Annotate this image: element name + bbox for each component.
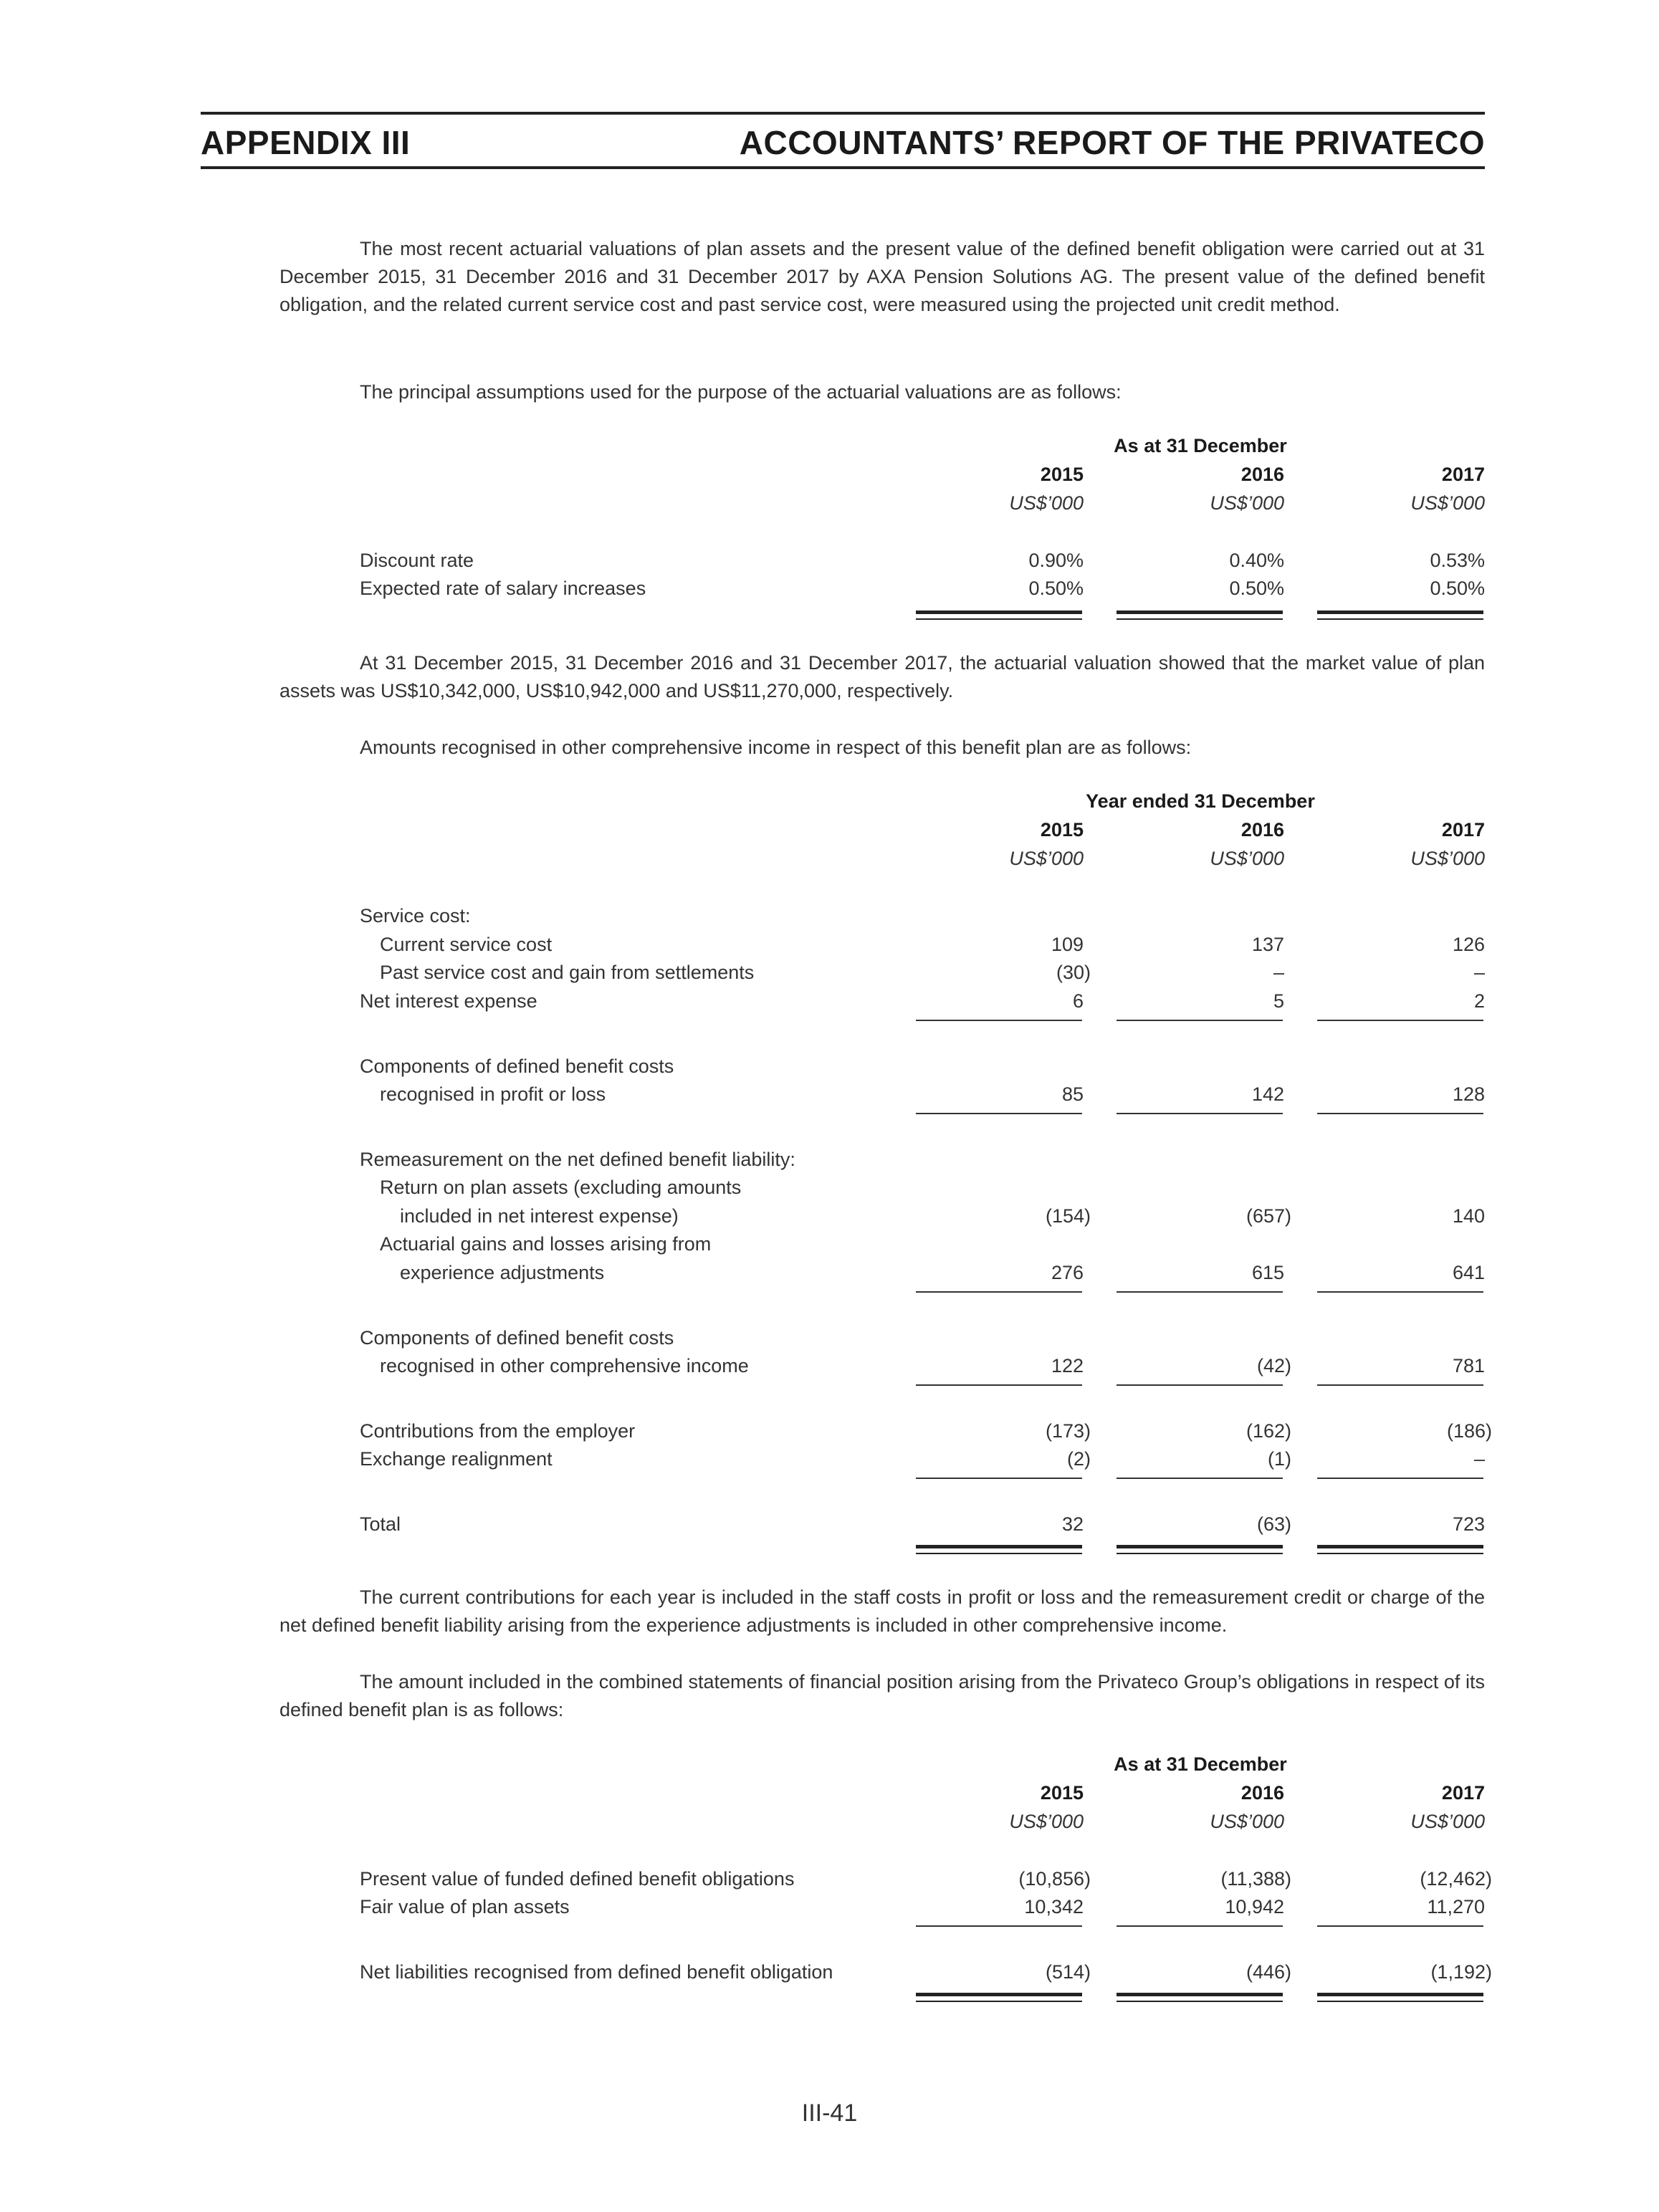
paragraph-text: The current contributions for each year is included in the staff costs in profit or loss and the remeasurement credit or charge of the net defined benefit liability arising from the experience adjustments is included in other comprehensive income. [279,1586,1485,1636]
cell-return-2016: (657) [1246,1205,1291,1227]
cell-present-value-2015: (10,856) [1018,1868,1091,1890]
components-oci-line2: recognised in other comprehensive income [380,1355,749,1376]
table2-group-header: Year ended 31 December [1086,790,1315,812]
double-rule [916,1993,1082,2002]
page-header [201,112,1485,169]
single-rule [1317,1291,1483,1293]
return-line1: Return on plan assets (excluding amounts [380,1177,742,1198]
components-pl-line1: Components of defined benefit costs [360,1055,674,1077]
cell-exchange-2016: (1) [1268,1448,1291,1470]
single-rule [1317,1925,1483,1927]
row-label-exchange: Exchange realignment [360,1448,553,1470]
single-rule [916,1020,1082,1021]
cell-actuarial-2016: 615 [1251,1262,1284,1283]
components-oci-line1: Components of defined benefit costs [360,1327,674,1349]
single-rule [1117,1384,1283,1386]
cell-actuarial-2015: 276 [1051,1262,1084,1283]
single-rule [916,1291,1082,1293]
paragraph-market-value [279,649,1485,705]
cell-discount-rate-2016: 0.40% [1229,550,1284,571]
service-cost-heading: Service cost: [360,905,471,927]
table3-unit: US$’000 [1210,1811,1284,1832]
double-rule [1317,1993,1483,2002]
single-rule [1117,1113,1283,1114]
table1-group-header: As at 31 December [1114,435,1287,456]
row-label-current-service-cost: Current service cost [380,934,553,955]
single-rule [1317,1113,1483,1114]
single-rule [1317,1020,1483,1021]
table1-year-2015: 2015 [1040,464,1084,485]
paragraph-text: The amount included in the combined statements of financial position arising from the Privateco Group’s obligations in respect of its defined benefit plan is as follows: [279,1671,1485,1720]
single-rule [1317,1478,1483,1479]
single-rule [916,1925,1082,1927]
table1-year-2016: 2016 [1240,464,1284,485]
double-rule [1117,1545,1283,1554]
cell-components-pl-2016: 142 [1251,1083,1284,1105]
row-label-net-liabilities: Net liabilities recognised from defined benefit obligation [360,1961,833,1983]
cell-return-2015: (154) [1045,1205,1091,1227]
cell-contributions-2017: (186) [1446,1420,1492,1442]
cell-exchange-2017: – [1473,1448,1485,1470]
cell-present-value-2016: (11,388) [1220,1868,1291,1890]
table2-year-2016: 2016 [1240,819,1284,841]
cell-fair-value-2015: 10,342 [1024,1896,1084,1917]
cell-net-interest-2016: 5 [1273,990,1284,1012]
double-rule [916,1545,1082,1554]
cell-current-service-2016: 137 [1251,934,1284,955]
cell-components-pl-2017: 128 [1452,1083,1485,1105]
cell-salary-2017: 0.50% [1430,578,1485,599]
row-label-contributions: Contributions from the employer [360,1420,636,1442]
single-rule [916,1113,1082,1114]
actuarial-line1: Actuarial gains and losses arising from [380,1233,712,1255]
paragraph-text: The most recent actuarial valuations of plan assets and the present value of the defined benefit obligation were carried out at 31 December 2015, 31 December 2016 and 31 December 2017 by AXA Pension Solutions AG. The present value of the defined benefit obligation, and the related current service cost and past service cost, were measured using the projected unit credit method. [279,238,1485,315]
double-rule [1317,1545,1483,1554]
cell-net-interest-2015: 6 [1072,990,1084,1012]
row-label-salary-increases: Expected rate of salary increases [360,578,646,599]
table1-unit: US$’000 [1009,492,1084,514]
cell-current-service-2017: 126 [1452,934,1485,955]
table3-year-2016: 2016 [1240,1782,1284,1804]
cell-net-liabilities-2016: (446) [1246,1961,1291,1983]
cell-past-service-2017: – [1473,962,1485,983]
cell-discount-rate-2015: 0.90% [1028,550,1084,571]
single-rule [1117,1478,1283,1479]
appendix-label: APPENDIX III [201,124,411,161]
single-rule [1117,1925,1283,1927]
cell-salary-2015: 0.50% [1028,578,1084,599]
report-title: ACCOUNTANTS’ REPORT OF THE PRIVATECO [739,124,1485,161]
paragraph-actuarial-valuations [279,235,1485,319]
table3-unit: US$’000 [1009,1811,1084,1832]
cell-current-service-2015: 109 [1051,934,1084,955]
cell-actuarial-2017: 641 [1452,1262,1485,1283]
cell-components-oci-2017: 781 [1452,1355,1485,1376]
cell-past-service-2015: (30) [1056,962,1091,983]
cell-components-oci-2015: 122 [1051,1355,1084,1376]
row-label-total: Total [360,1513,401,1535]
double-rule [1117,611,1283,620]
table2-unit: US$’000 [1009,848,1084,869]
return-line2: included in net interest expense) [400,1205,679,1227]
cell-total-2015: 32 [1061,1513,1084,1535]
cell-net-liabilities-2017: (1,192) [1430,1961,1492,1983]
paragraph-financial-position [279,1668,1485,1724]
cell-return-2017: 140 [1452,1205,1485,1227]
paragraph-current-contributions [279,1584,1485,1639]
double-rule [916,611,1082,620]
table1-year-2017: 2017 [1441,464,1485,485]
cell-exchange-2015: (2) [1067,1448,1091,1470]
table1-unit: US$’000 [1210,492,1284,514]
table2-unit: US$’000 [1210,848,1284,869]
paragraph-principal-assumptions: The principal assumptions used for the purpose of the actuarial valuations are as follows: [360,381,1122,403]
actuarial-line2: experience adjustments [400,1262,605,1283]
single-rule [1117,1291,1283,1293]
components-pl-line2: recognised in profit or loss [380,1083,606,1105]
table2-unit: US$’000 [1410,848,1485,869]
row-label-fair-value: Fair value of plan assets [360,1896,570,1917]
remeasurement-heading: Remeasurement on the net defined benefit liability: [360,1149,795,1170]
cell-salary-2016: 0.50% [1229,578,1284,599]
single-rule [1117,1020,1283,1021]
double-rule [1317,611,1483,620]
page-number: III-41 [801,2100,858,2127]
cell-contributions-2015: (173) [1045,1420,1091,1442]
cell-contributions-2016: (162) [1246,1420,1291,1442]
cell-fair-value-2017: 11,270 [1427,1896,1485,1917]
cell-net-interest-2017: 2 [1473,990,1485,1012]
cell-net-liabilities-2015: (514) [1045,1961,1091,1983]
paragraph-text: At 31 December 2015, 31 December 2016 and 31 December 2017, the actuarial valuation showed that the market value of plan assets was US$10,342,000, US$10,942,000 and US$11,270,000, respectively. [279,652,1485,702]
table1-unit: US$’000 [1410,492,1485,514]
table2-year-2017: 2017 [1441,819,1485,841]
row-label-past-service-cost: Past service cost and gain from settlements [380,962,755,983]
single-rule [916,1478,1082,1479]
single-rule [1317,1384,1483,1386]
table3-unit: US$’000 [1410,1811,1485,1832]
paragraph-oci-intro: Amounts recognised in other comprehensive income in respect of this benefit plan are as follows: [360,737,1192,758]
row-label-net-interest: Net interest expense [360,990,537,1012]
table2-year-2015: 2015 [1040,819,1084,841]
row-label-present-value: Present value of funded defined benefit obligations [360,1868,795,1890]
cell-fair-value-2016: 10,942 [1225,1896,1284,1917]
row-label-discount-rate: Discount rate [360,550,474,571]
table3-year-2017: 2017 [1441,1782,1485,1804]
cell-components-oci-2016: (42) [1256,1355,1291,1376]
cell-discount-rate-2017: 0.53% [1430,550,1485,571]
double-rule [1117,1993,1283,2002]
table3-group-header: As at 31 December [1114,1753,1287,1775]
single-rule [916,1384,1082,1386]
cell-total-2017: 723 [1452,1513,1485,1535]
cell-components-pl-2015: 85 [1061,1083,1084,1105]
cell-total-2016: (63) [1256,1513,1291,1535]
cell-past-service-2016: – [1273,962,1284,983]
cell-present-value-2017: (12,462) [1420,1868,1492,1890]
table3-year-2015: 2015 [1040,1782,1084,1804]
